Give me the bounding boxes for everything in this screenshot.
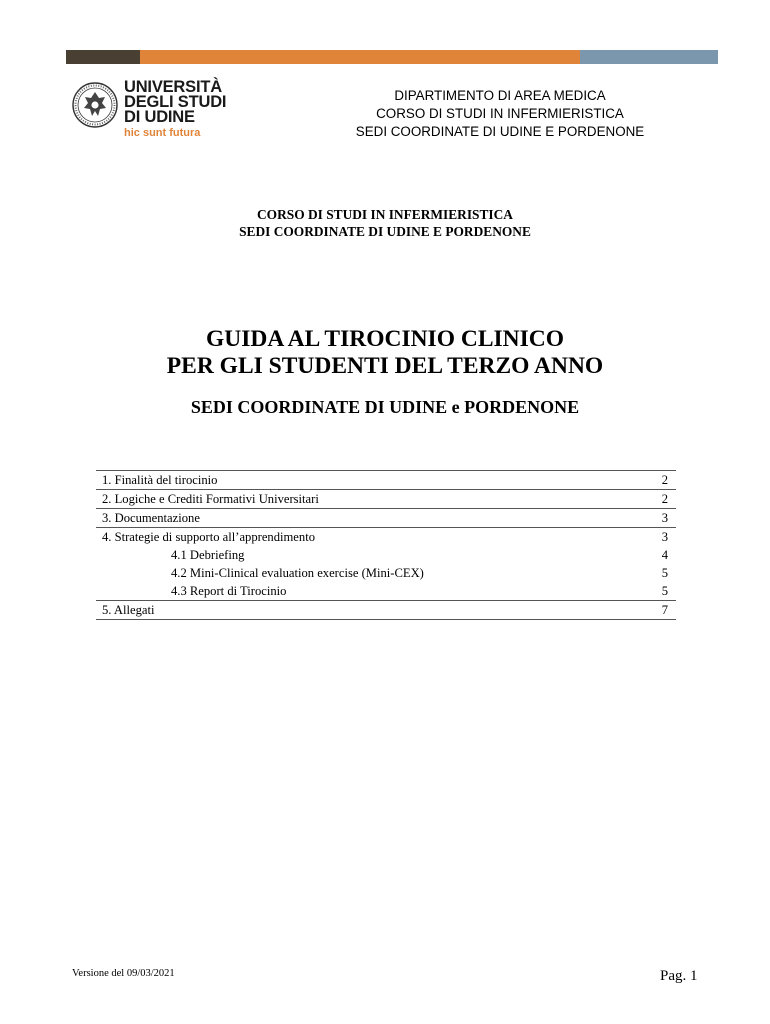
document-title [0,326,770,380]
toc-entry-page: 2 [661,473,668,487]
toc-entry-label: 5. Allegati [102,603,155,617]
toc-entry[interactable] [96,489,676,508]
toc-bottom-rule [96,619,676,620]
toc-subentry[interactable] [96,582,676,600]
toc-entry[interactable] [96,470,676,489]
department-line: SEDI COORDINATE DI UDINE E PORDENONE [355,124,645,139]
course-heading [0,206,770,240]
department-line: DIPARTIMENTO DI AREA MEDICA [394,88,606,103]
logo-wordmark-line: UNIVERSITÀ [124,78,222,96]
logo-motto: hic sunt futura [124,127,201,139]
university-seal-icon [72,82,118,128]
toc-entry-label: 3. Documentazione [102,511,200,525]
course-line: CORSO DI STUDI IN INFERMIERISTICA [257,207,513,222]
toc-entry[interactable] [96,508,676,527]
header-color-bar [66,50,718,64]
table-of-contents [96,470,676,620]
toc-entry-page: 7 [661,603,668,617]
toc-entry-label: 1. Finalità del tirocinio [102,473,218,487]
color-bar-dark-segment [66,50,140,64]
toc-entry-page: 5 [661,584,668,598]
title-line: PER GLI STUDENTI DEL TERZO ANNO [166,353,604,379]
university-logo [72,80,262,142]
toc-entry-label: 4.2 Mini-Clinical evaluation exercise (Mini-CEX) [171,566,424,580]
toc-subentry[interactable] [96,564,676,582]
color-bar-blue-segment [580,50,718,64]
toc-entry[interactable] [96,600,676,619]
toc-entry-page: 2 [661,492,668,506]
color-bar-orange-segment [140,50,580,64]
course-line: SEDI COORDINATE DI UDINE E PORDENONE [239,224,531,239]
toc-entry-page: 3 [661,530,668,544]
department-line: CORSO DI STUDI IN INFERMIERISTICA [376,106,624,121]
toc-entry-label: 4. Strategie di supporto all’apprendimento [102,530,315,544]
version-footer: Versione del 09/03/2021 [72,968,175,979]
title-line: GUIDA AL TIROCINIO CLINICO [205,326,565,352]
logo-wordmark-line: DI UDINE [124,108,195,126]
toc-entry-page: 3 [661,511,668,525]
toc-entry-label: 2. Logiche e Crediti Formativi Universitari [102,492,319,506]
toc-subentry[interactable] [96,546,676,564]
page-number: Pag. 1 [660,968,698,984]
logo-wordmark-line: DEGLI STUDI [124,93,227,111]
document-subtitle: SEDI COORDINATE DI UDINE e PORDENONE [190,397,580,417]
department-heading [322,87,678,141]
toc-entry-page: 5 [661,566,668,580]
toc-entry-label: 4.3 Report di Tirocinio [171,584,287,598]
toc-entry-label: 4.1 Debriefing [171,548,245,562]
toc-entry[interactable] [96,527,676,546]
toc-entry-page: 4 [661,548,668,562]
logo-wordmark [124,80,226,125]
